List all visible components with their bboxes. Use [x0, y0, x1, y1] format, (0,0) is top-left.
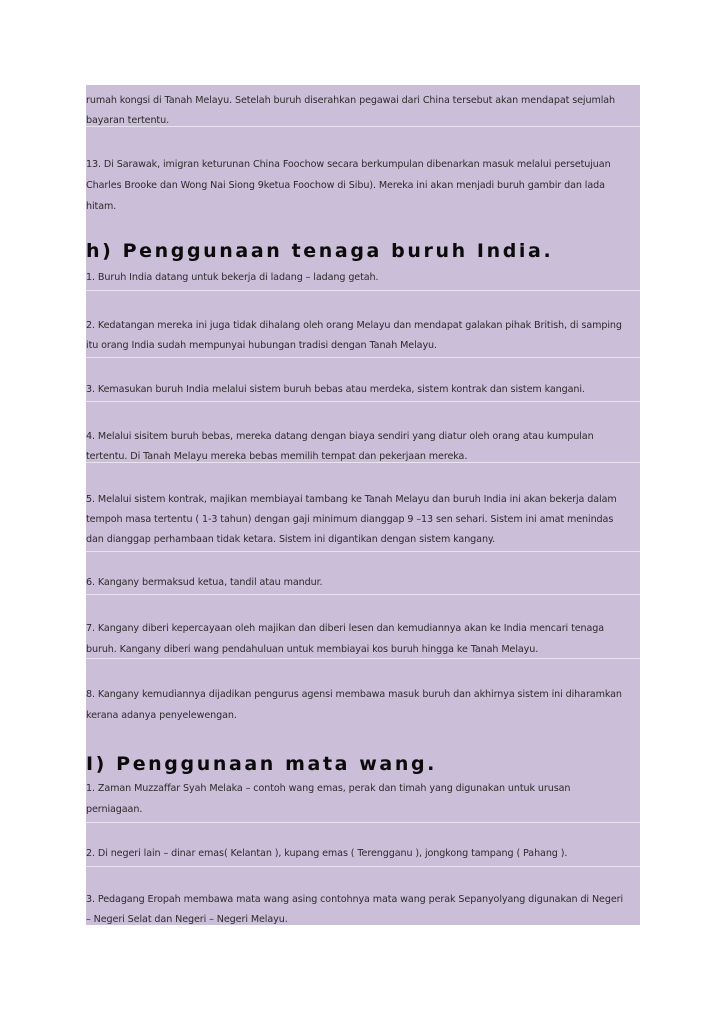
paragraph-divider: [86, 658, 640, 659]
paragraph-line: 5. Melalui sistem kontrak, majikan membiayai tambang ke Tanah Melayu dan buruh India ini akan bekerja dalam: [86, 494, 617, 505]
section-heading-h: h) Penggunaan tenaga buruh India.: [86, 240, 554, 262]
paragraph-divider: [86, 866, 640, 867]
paragraph-line: 1. Buruh India datang untuk bekerja di ladang – ladang getah.: [86, 272, 379, 283]
paragraph-divider: [86, 462, 640, 463]
paragraph-divider: [86, 551, 640, 552]
paragraph-line: tempoh masa tertentu ( 1-3 tahun) dengan gaji minimum dianggap 9 –13 sen sehari. Sistem ini amat menindas: [86, 514, 614, 525]
paragraph-line: 4. Melalui sisitem buruh bebas, mereka datang dengan biaya sendiri yang diatur oleh orang atau kumpulan: [86, 431, 594, 442]
paragraph-line: perniagaan.: [86, 804, 143, 815]
paragraph-line: 3. Pedagang Eropah membawa mata wang asing contohnya mata wang perak Sepanyolyang digunakan di Negeri: [86, 894, 624, 905]
paragraph-line: 1. Zaman Muzzaffar Syah Melaka – contoh wang emas, perak dan timah yang digunakan untuk urusan: [86, 783, 571, 794]
paragraph-line: kerana adanya penyelewengan.: [86, 710, 237, 721]
paragraph-divider: [86, 822, 640, 823]
paragraph-line: dan dianggap perhambaan tidak ketara. Sistem ini digantikan dengan sistem kangany.: [86, 534, 496, 545]
paragraph-line: – Negeri Selat dan Negeri – Negeri Melayu.: [86, 914, 288, 925]
paragraph-divider: [86, 401, 640, 402]
paragraph-divider: [86, 357, 640, 358]
paragraph-line: 2. Di negeri lain – dinar emas( Kelantan ), kupang emas ( Terengganu ), jongkong tampang ( Pahang ).: [86, 848, 568, 859]
paragraph-line: tertentu. Di Tanah Melayu mereka bebas memilih tempat dan pekerjaan mereka.: [86, 451, 468, 462]
paragraph-line: Charles Brooke dan Wong Nai Siong 9ketua Foochow di Sibu). Mereka ini akan menjadi buruh gambir dan lada: [86, 180, 605, 191]
paragraph-divider: [86, 594, 640, 595]
paragraph-line: 2. Kedatangan mereka ini juga tidak dihalang oleh orang Melayu dan mendapat galakan pihak British, di samping: [86, 320, 622, 331]
paragraph-line: hitam.: [86, 201, 117, 212]
paragraph-line: itu orang India sudah mempunyai hubungan tradisi dengan Tanah Melayu.: [86, 340, 437, 351]
paragraph-line: 6. Kangany bermaksud ketua, tandil atau mandur.: [86, 577, 323, 588]
paragraph-line: 7. Kangany diberi kepercayaan oleh majikan dan diberi lesen dan kemudiannya akan ke India mencari tenaga: [86, 623, 605, 634]
paragraph-line: 3. Kemasukan buruh India melalui sistem buruh bebas atau merdeka, sistem kontrak dan sistem kangani.: [86, 384, 585, 395]
paragraph-line: buruh. Kangany diberi wang pendahuluan untuk membiayai kos buruh hingga ke Tanah Melayu.: [86, 644, 539, 655]
section-heading-i: I) Penggunaan mata wang.: [86, 753, 437, 775]
paragraph-line: 13. Di Sarawak, imigran keturunan China Foochow secara berkumpulan dibenarkan masuk melalui persetujuan: [86, 159, 611, 170]
paragraph-divider: [86, 290, 640, 291]
paragraph-line: rumah kongsi di Tanah Melayu. Setelah buruh diserahkan pegawai dari China tersebut akan mendapat sejumlah: [86, 95, 616, 106]
paragraph-divider: [86, 126, 640, 127]
paragraph-line: bayaran tertentu.: [86, 115, 170, 126]
paragraph-line: 8. Kangany kemudiannya dijadikan pengurus agensi membawa masuk buruh dan akhirnya sistem ini diharamkan: [86, 689, 622, 700]
